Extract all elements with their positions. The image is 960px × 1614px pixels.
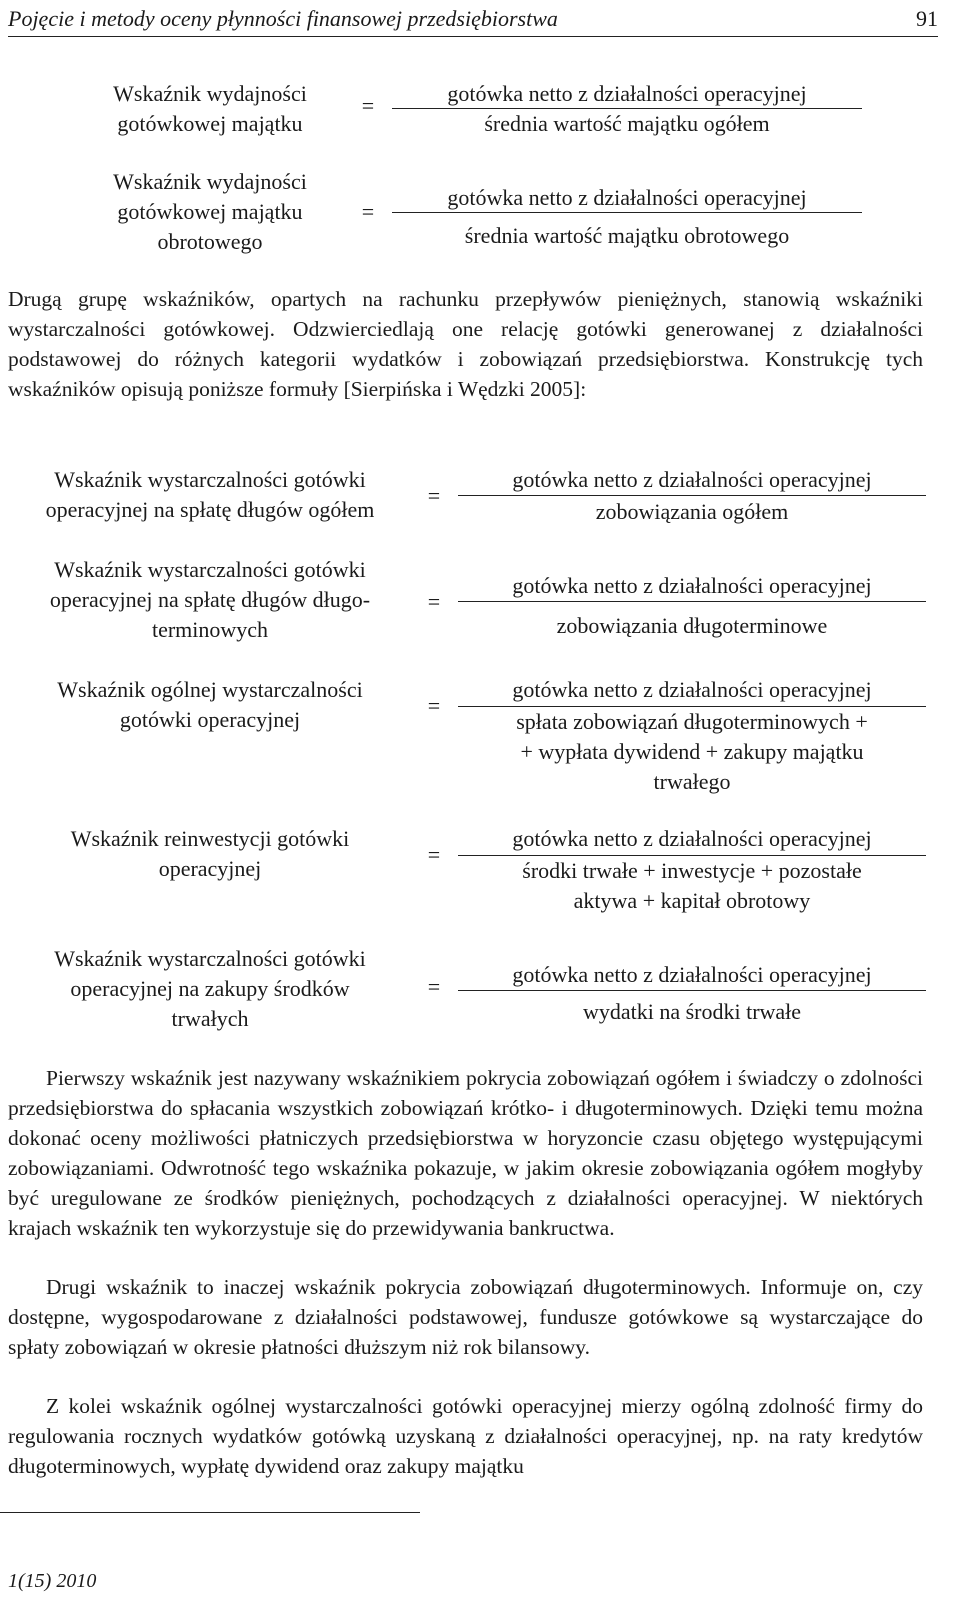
formula-label-line: operacyjnej na spłatę długów ogółem bbox=[45, 497, 375, 522]
formula-denominator-line: + wypłata dywidend + zakupy majątku bbox=[520, 739, 864, 764]
formula-numerator: gotówka netto z działalności operacyjnej bbox=[447, 185, 807, 210]
formula-denominator bbox=[458, 497, 926, 527]
intro-paragraph: Drugą grupę wskaźników, opartych na rachunku przepływów pieniężnych, stanowią wskaźniki wystarczalności gotówkowej. Odzwierciedlają one relację gotówki generowanej z działalności podstawowej do różnych kategorii wydatków i zobowiązań przedsiębiorstwa. Konstrukcję tych wskaźników opisują poniższe formuły [Sierpińska i Wędzki 2005]: bbox=[8, 287, 923, 401]
formula-numerator: gotówka netto z działalności operacyjnej bbox=[512, 826, 872, 851]
equals-sign: = bbox=[427, 589, 441, 614]
formula-label bbox=[10, 465, 410, 525]
formula-denominator bbox=[392, 221, 862, 251]
formula-label-line: Wskaźnik wystarczalności gotówki bbox=[54, 946, 366, 971]
formula-denominator-line: trwałego bbox=[653, 769, 731, 794]
formula-label-line: gotówki operacyjnej bbox=[119, 707, 301, 732]
body-paragraph-3: Z kolei wskaźnik ogólnej wystarczalności gotówki operacyjnej mierzy ogólną zdolność firmy do regulowania rocznych wydatków gotówką uzyskaną z działalności operacyjnej, np. na raty kredytów długoterminowych, wypłatę dywidend oraz zakupy majątku bbox=[8, 1394, 923, 1478]
equals-sign: = bbox=[427, 974, 441, 999]
formula-denominator bbox=[458, 707, 926, 797]
body-paragraph-2: Drugi wskaźnik to inaczej wskaźnik pokrycia zobowiązań długoterminowych. Informuje on, czy dostępne, wygospodarowane z działalności podstawowej, fundusze gotówkowe są wystarczające do spłaty zobowiązań w okresie płatności dłuższym niż rok bilansowy. bbox=[8, 1275, 923, 1359]
formula-denominator-line: zobowiązania ogółem bbox=[595, 499, 789, 524]
equals-sign: = bbox=[361, 199, 375, 224]
formula-label-line: operacyjnej na spłatę długów długo- bbox=[49, 587, 371, 612]
formula-numerator: gotówka netto z działalności operacyjnej bbox=[512, 677, 872, 702]
formula-label-line: obrotowego bbox=[157, 229, 263, 254]
formula-label-line: Wskaźnik wystarczalności gotówki bbox=[54, 557, 366, 582]
formula-label-line: Wskaźnik wystarczalności gotówki bbox=[54, 467, 366, 492]
formula-label-line: Wskaźnik wydajności bbox=[113, 169, 307, 194]
formula-label bbox=[10, 824, 410, 884]
equals-sign: = bbox=[427, 842, 441, 867]
formula-label-line: terminowych bbox=[151, 617, 269, 642]
formula-numerator: gotówka netto z działalności operacyjnej bbox=[447, 81, 807, 106]
formula-label bbox=[10, 675, 410, 735]
formula-label bbox=[60, 79, 360, 139]
body-paragraph-1: Pierwszy wskaźnik jest nazywany wskaźnikiem pokrycia zobowiązań ogółem i świadczy o zdolności przedsiębiorstwa do spłacania wszystkich zobowiązań krótko- i długoterminowych. Dzięki temu można dokonać oceny możliwości płatniczych przedsiębiorstwa w horyzoncie czasu objętego występującymi zobowiązaniami. Odwrotność tego wskaźnika pokazuje, w jakim okresie zobowiązania ogółem mogłyby być uregulowane ze środków pieniężnych, pochodzących z działalności operacyjnej. W niektórych krajach wskaźnik ten wykorzystuje się do przewidywania bankructwa. bbox=[8, 1066, 923, 1240]
formula-label-line: gotówkowej majątku bbox=[117, 199, 303, 224]
equals-sign: = bbox=[427, 693, 441, 718]
formula-denominator-line: środki trwałe + inwestycje + pozostałe bbox=[522, 858, 862, 883]
formula-denominator bbox=[458, 856, 926, 916]
formula-denominator-line: wydatki na środki trwałe bbox=[582, 999, 802, 1024]
page-number: 91 bbox=[916, 6, 938, 31]
formula-label bbox=[60, 167, 360, 257]
formula-label-line: operacyjnej na zakupy środków bbox=[70, 976, 350, 1001]
formula-label-line: Wskaźnik reinwestycji gotówki bbox=[70, 826, 350, 851]
footer-rule bbox=[0, 1512, 420, 1513]
formula-denominator-line: średnia wartość majątku obrotowego bbox=[464, 223, 790, 248]
formula-label bbox=[10, 555, 410, 645]
formula-denominator bbox=[458, 611, 926, 641]
formula-label-line: Wskaźnik wydajności bbox=[113, 81, 307, 106]
formula-label bbox=[10, 944, 410, 1034]
formula-denominator bbox=[458, 997, 926, 1027]
fraction-bar bbox=[458, 601, 926, 602]
formula-numerator: gotówka netto z działalności operacyjnej bbox=[512, 573, 872, 598]
fraction-bar bbox=[458, 990, 926, 991]
formula-denominator-line: spłata zobowiązań długoterminowych + bbox=[516, 709, 868, 734]
formula-label-line: operacyjnej bbox=[158, 856, 262, 881]
running-header bbox=[8, 4, 938, 37]
formula-numerator: gotówka netto z działalności operacyjnej bbox=[512, 962, 872, 987]
formula-denominator-line: aktywa + kapitał obrotowy bbox=[573, 888, 811, 913]
formula-label-line: trwałych bbox=[171, 1006, 249, 1031]
equals-sign: = bbox=[427, 483, 441, 508]
formula-denominator-line: średnia wartość majątku ogółem bbox=[484, 111, 770, 136]
formula-denominator bbox=[392, 109, 862, 139]
fraction-bar bbox=[458, 495, 926, 496]
equals-sign: = bbox=[361, 93, 375, 118]
footer-issue: 1(15) 2010 bbox=[8, 1570, 97, 1592]
formula-numerator: gotówka netto z działalności operacyjnej bbox=[512, 467, 872, 492]
formula-label-line: gotówkowej majątku bbox=[117, 111, 303, 136]
fraction-bar bbox=[392, 212, 862, 213]
running-title: Pojęcie i metody oceny płynności finansowej przedsiębiorstwa bbox=[8, 6, 558, 31]
formula-denominator-line: zobowiązania długoterminowe bbox=[556, 613, 828, 638]
formula-label-line: Wskaźnik ogólnej wystarczalności bbox=[57, 677, 363, 702]
